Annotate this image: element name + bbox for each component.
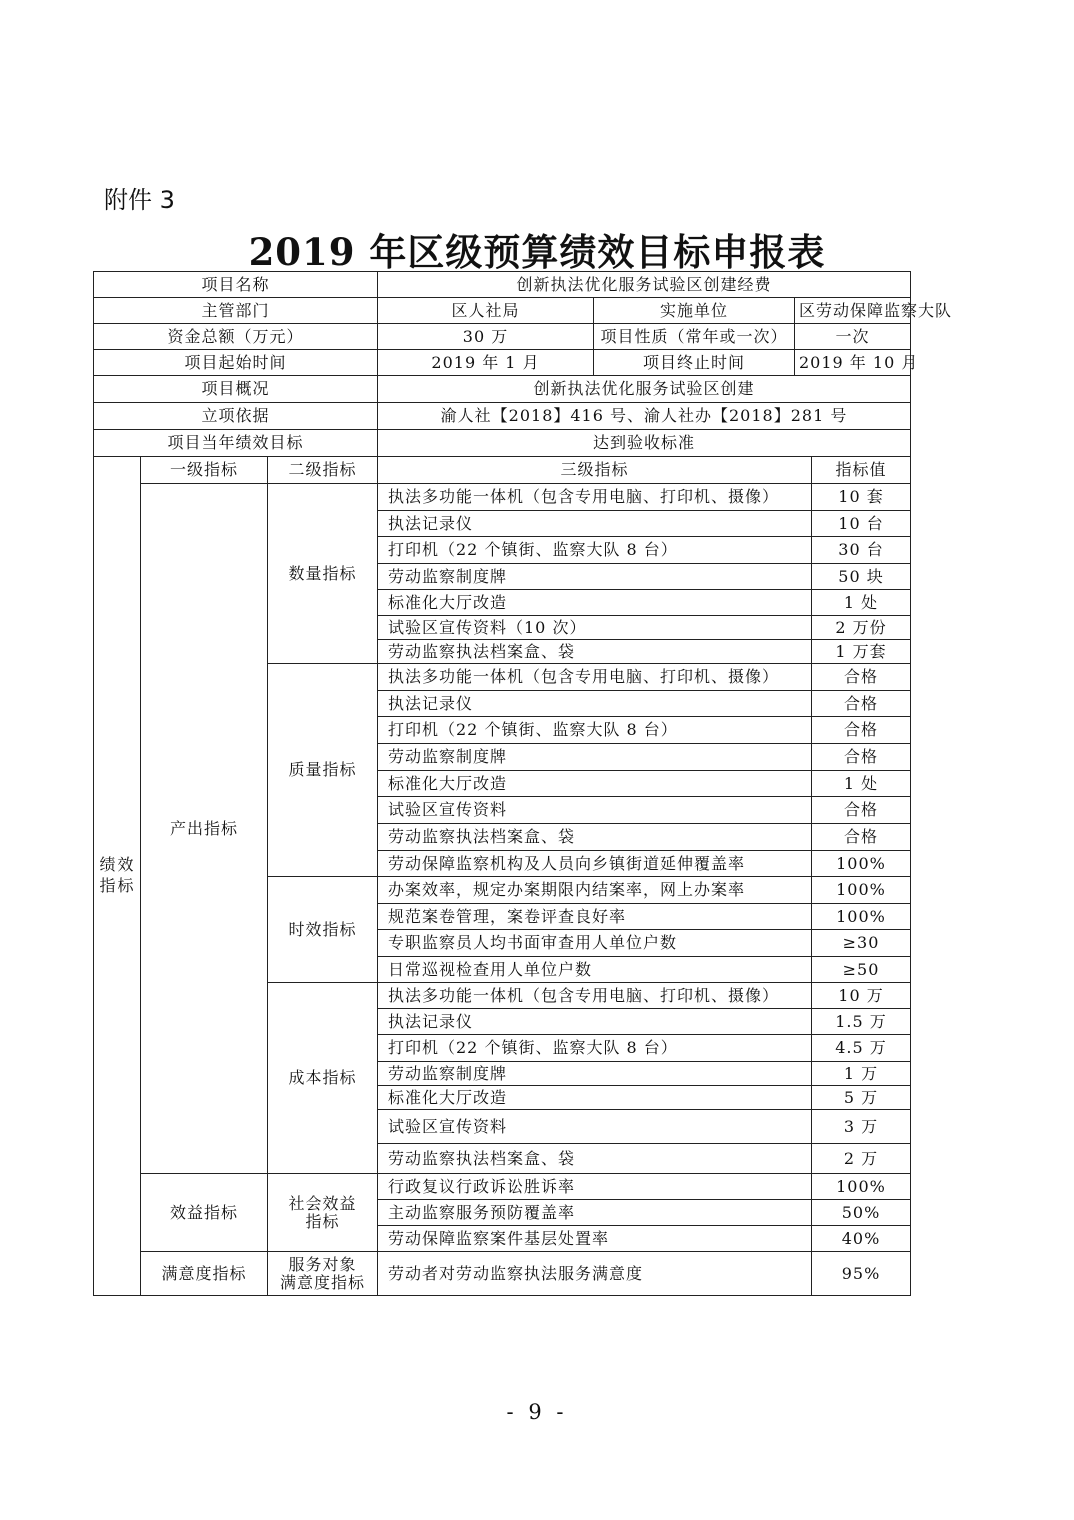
table-row bbox=[94, 1174, 911, 1200]
overview-value: 创新执法优化服务试验区创建 bbox=[378, 376, 911, 403]
perf-section-char: 指 bbox=[99, 876, 117, 895]
start-label: 项目起始时间 bbox=[94, 350, 378, 376]
cost-item-name: 劳动监察制度牌 bbox=[378, 1062, 812, 1086]
time-item-name: 日常巡视检查用人单位户数 bbox=[378, 957, 812, 983]
social-label-line1: 社会效益 bbox=[288, 1193, 357, 1213]
quantity-item-value: 50 块 bbox=[812, 564, 911, 590]
end-label: 项目终止时间 bbox=[594, 350, 795, 376]
quality-item-value: 合格 bbox=[812, 691, 911, 717]
time-item-value: 100% bbox=[812, 904, 911, 930]
quality-item-value: 合格 bbox=[812, 824, 911, 851]
fund-label: 资金总额（万元） bbox=[94, 324, 378, 350]
cost-item-name: 打印机（22 个镇街、监察大队 8 台） bbox=[378, 1035, 812, 1062]
cost-indicator-label: 成本指标 bbox=[268, 983, 378, 1174]
cost-item-value: 5 万 bbox=[812, 1086, 911, 1110]
basis-label: 立项依据 bbox=[94, 403, 378, 430]
cost-item-value: 4.5 万 bbox=[812, 1035, 911, 1062]
quality-item-value: 1 处 bbox=[812, 771, 911, 797]
table-row bbox=[94, 1252, 911, 1296]
header-value: 指标值 bbox=[812, 457, 911, 484]
quality-item-name: 劳动监察制度牌 bbox=[378, 744, 812, 771]
quantity-item-name: 打印机（22 个镇街、监察大队 8 台） bbox=[378, 537, 812, 564]
benefit-indicator-label: 效益指标 bbox=[141, 1174, 268, 1252]
time-item-value: ≥50 bbox=[812, 957, 911, 983]
header-level1: 一级指标 bbox=[141, 457, 268, 484]
quality-item-value: 合格 bbox=[812, 664, 911, 691]
cost-item-value: 10 万 bbox=[812, 983, 911, 1009]
social-item-name: 劳动保障监察案件基层处置率 bbox=[378, 1226, 812, 1252]
quantity-item-name: 标准化大厅改造 bbox=[378, 590, 812, 616]
quality-item-value: 合格 bbox=[812, 744, 911, 771]
social-item-name: 主动监察服务预防覆盖率 bbox=[378, 1200, 812, 1226]
quantity-item-name: 劳动监察执法档案盒、袋 bbox=[378, 640, 812, 664]
table-row bbox=[94, 484, 911, 511]
perf-section-char: 绩 bbox=[99, 855, 117, 875]
impl-value: 区劳动保障监察大队 bbox=[795, 298, 911, 324]
time-item-name: 办案效率，规定办案期限内结案率，网上办案率 bbox=[378, 877, 812, 904]
cost-item-value: 1.5 万 bbox=[812, 1009, 911, 1035]
header-level2: 二级指标 bbox=[268, 457, 378, 484]
social-item-name: 行政复议行政诉讼胜诉率 bbox=[378, 1174, 812, 1200]
cost-item-name: 执法记录仪 bbox=[378, 1009, 812, 1035]
time-item-name: 专职监察员人均书面审查用人单位户数 bbox=[378, 930, 812, 957]
satisfaction-item-value: 95% bbox=[812, 1252, 911, 1296]
quality-item-name: 执法记录仪 bbox=[378, 691, 812, 717]
satisfaction-indicator-label: 满意度指标 bbox=[141, 1252, 268, 1296]
output-indicator-label: 产出指标 bbox=[141, 484, 268, 1174]
nature-value: 一次 bbox=[795, 324, 911, 350]
dept-value: 区人社局 bbox=[378, 298, 594, 324]
time-item-value: ≥30 bbox=[812, 930, 911, 957]
quantity-item-value: 10 套 bbox=[812, 484, 911, 511]
perf-section-char: 效 bbox=[117, 855, 135, 875]
quality-item-name: 试验区宣传资料 bbox=[378, 797, 812, 824]
quality-item-value: 合格 bbox=[812, 717, 911, 744]
quality-item-name: 劳动监察执法档案盒、袋 bbox=[378, 824, 812, 851]
time-indicator-label: 时效指标 bbox=[268, 877, 378, 983]
impl-label: 实施单位 bbox=[594, 298, 795, 324]
social-item-value: 50% bbox=[812, 1200, 911, 1226]
cost-item-name: 标准化大厅改造 bbox=[378, 1086, 812, 1110]
page-title: 2019 年区级预算绩效目标申报表 bbox=[248, 230, 826, 274]
end-value: 2019 年 10 月 bbox=[795, 350, 911, 376]
quality-item-name: 打印机（22 个镇街、监察大队 8 台） bbox=[378, 717, 812, 744]
service-label-line1: 服务对象 bbox=[288, 1254, 357, 1274]
table-row bbox=[94, 457, 911, 484]
quantity-item-value: 10 台 bbox=[812, 511, 911, 537]
perf-section-label bbox=[94, 457, 141, 1296]
goal-value: 达到验收标准 bbox=[378, 430, 911, 457]
goal-label: 项目当年绩效目标 bbox=[94, 430, 378, 457]
quantity-item-value: 1 万套 bbox=[812, 640, 911, 664]
header-level3: 三级指标 bbox=[378, 457, 812, 484]
cost-item-value: 2 万 bbox=[812, 1144, 911, 1174]
cost-item-name: 试验区宣传资料 bbox=[378, 1110, 812, 1144]
quantity-item-value: 2 万份 bbox=[812, 616, 911, 640]
quantity-item-value: 30 台 bbox=[812, 537, 911, 564]
time-item-value: 100% bbox=[812, 877, 911, 904]
service-label-line2: 满意度指标 bbox=[279, 1272, 365, 1292]
quality-item-name: 劳动保障监察机构及人员向乡镇街道延伸覆盖率 bbox=[378, 851, 812, 877]
nature-label: 项目性质（常年或一次） bbox=[594, 324, 795, 350]
quality-item-name: 执法多功能一体机（包含专用电脑、打印机、摄像） bbox=[378, 664, 812, 691]
quantity-item-name: 劳动监察制度牌 bbox=[378, 564, 812, 590]
quantity-item-name: 执法记录仪 bbox=[378, 511, 812, 537]
perf-section-char: 标 bbox=[117, 876, 135, 895]
quality-indicator-label: 质量指标 bbox=[268, 664, 378, 877]
service-indicator-label bbox=[268, 1252, 378, 1296]
satisfaction-item-name: 劳动者对劳动监察执法服务满意度 bbox=[378, 1252, 812, 1296]
attachment-label: 附件 3 bbox=[104, 186, 175, 214]
project-name-value: 创新执法优化服务试验区创建经费 bbox=[378, 272, 911, 298]
time-item-name: 规范案卷管理，案卷评查良好率 bbox=[378, 904, 812, 930]
basis-value: 渝人社【2018】416 号、渝人社办【2018】281 号 bbox=[378, 403, 911, 430]
social-item-value: 40% bbox=[812, 1226, 911, 1252]
cost-item-value: 3 万 bbox=[812, 1110, 911, 1144]
budget-table bbox=[93, 271, 953, 1296]
cost-item-name: 执法多功能一体机（包含专用电脑、打印机、摄像） bbox=[378, 983, 812, 1009]
quantity-item-name: 执法多功能一体机（包含专用电脑、打印机、摄像） bbox=[378, 484, 812, 511]
social-indicator-label bbox=[268, 1174, 378, 1252]
quantity-item-value: 1 处 bbox=[812, 590, 911, 616]
cost-item-name: 劳动监察执法档案盒、袋 bbox=[378, 1144, 812, 1174]
fund-value: 30 万 bbox=[378, 324, 594, 350]
dept-label: 主管部门 bbox=[94, 298, 378, 324]
cost-item-value: 1 万 bbox=[812, 1062, 911, 1086]
social-label-line2: 指标 bbox=[305, 1211, 340, 1231]
page-number: - 9 - bbox=[506, 1400, 568, 1424]
quality-item-value: 100% bbox=[812, 851, 911, 877]
quality-item-value: 合格 bbox=[812, 797, 911, 824]
quantity-indicator-label: 数量指标 bbox=[268, 484, 378, 664]
start-value: 2019 年 1 月 bbox=[378, 350, 594, 376]
quality-item-name: 标准化大厅改造 bbox=[378, 771, 812, 797]
quantity-item-name: 试验区宣传资料（10 次） bbox=[378, 616, 812, 640]
project-name-label: 项目名称 bbox=[94, 272, 378, 298]
overview-label: 项目概况 bbox=[94, 376, 378, 403]
social-item-value: 100% bbox=[812, 1174, 911, 1200]
